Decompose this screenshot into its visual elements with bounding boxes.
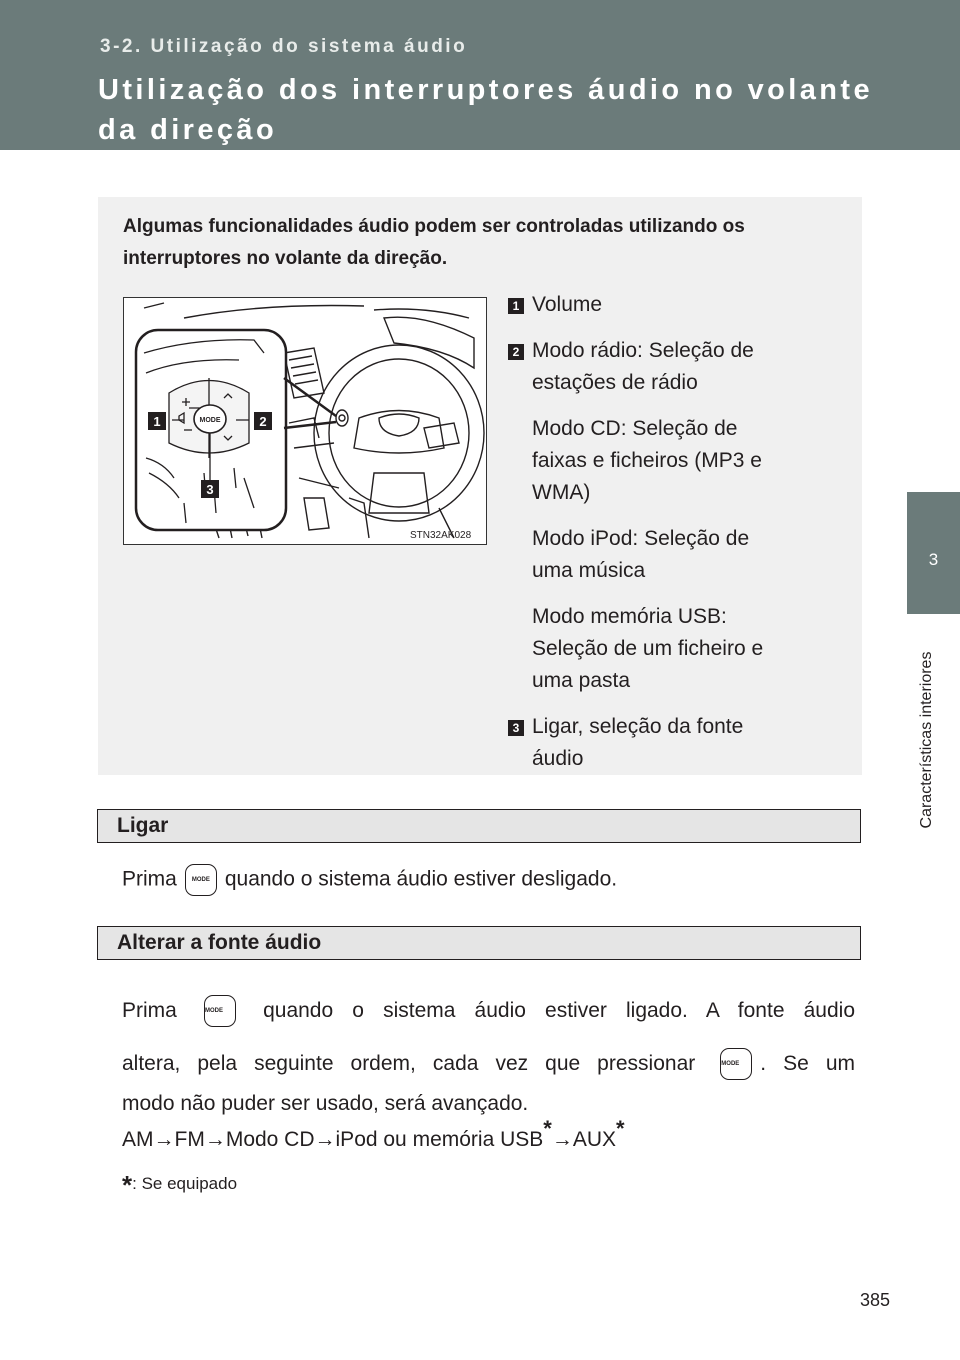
- alterar-line-3: modo não puder ser usado, será avançado.: [122, 1092, 529, 1115]
- legend-paragraph: [532, 289, 838, 321]
- legend-number: 3: [508, 720, 524, 736]
- legend-line: Modo rádio: Seleção de: [532, 339, 754, 362]
- legend-line: Seleção de um ficheiro e: [532, 637, 764, 660]
- legend-line: Volume: [532, 293, 603, 316]
- legend-line: WMA): [532, 481, 591, 504]
- legend-line: faixas e ficheiros (MP3 e: [532, 449, 762, 472]
- callout-1-label: 1: [153, 414, 161, 429]
- legend-line: Ligar, seleção da fonte: [532, 715, 744, 738]
- callout-1: [148, 412, 166, 430]
- mode-button-icon: MODE: [720, 1048, 752, 1080]
- footnote-star: *: [122, 1170, 133, 1200]
- legend-paragraph: [532, 335, 838, 399]
- callout-3: [201, 480, 219, 498]
- legend-paragraph: [532, 523, 838, 587]
- heading-ligar: [97, 809, 861, 843]
- sequence-part-a: AM→FM→Modo CD→iPod ou memória USB: [122, 1128, 544, 1151]
- legend-item: [508, 289, 838, 321]
- callout-2: [254, 412, 272, 430]
- ligar-description: quando o sistema áudio estiver desligado.: [224, 867, 618, 891]
- legend-number: 2: [508, 344, 524, 360]
- legend-line: uma música: [532, 559, 646, 582]
- legend-line: áudio: [532, 747, 584, 770]
- legend-line: uma pasta: [532, 669, 631, 692]
- alterar-line-2-end: . Se um: [760, 1052, 856, 1075]
- callout-2-label: 2: [259, 414, 267, 429]
- legend-list: [508, 289, 838, 789]
- footnote-text: : Se equipado: [132, 1174, 238, 1193]
- alterar-line-1: [122, 986, 855, 1035]
- alterar-line-1-text: quando o sistema áudio estiver ligado. A fonte áudio: [263, 999, 855, 1022]
- steering-wheel-figure: [123, 297, 487, 545]
- intro-box: [98, 197, 862, 775]
- alterar-line-2-text: altera, pela seguinte ordem, cada vez que pressionar: [122, 1052, 696, 1075]
- heading-ligar-text: Ligar: [117, 814, 169, 837]
- legend-line: estações de rádio: [532, 371, 698, 394]
- chapter-number: 3: [928, 550, 939, 569]
- chapter-tab: [907, 492, 960, 614]
- legend-line: Modo CD: Seleção de: [532, 417, 738, 440]
- footnote: [122, 1170, 238, 1205]
- alterar-prima: Prima: [122, 999, 177, 1022]
- legend-item: [508, 335, 838, 697]
- ligar-text: [122, 864, 617, 896]
- heading-alterar-text: Alterar a fonte áudio: [117, 931, 322, 954]
- sequence-footnote-mark: *: [543, 1116, 552, 1141]
- page-title: Utilização dos interruptores áudio no volante da direção: [98, 74, 873, 146]
- mode-button-icon: MODE: [185, 864, 217, 896]
- page-header: [0, 0, 960, 150]
- mode-button-icon: MODE: [204, 995, 236, 1027]
- source-sequence: [122, 1116, 625, 1152]
- legend-paragraph: [532, 711, 838, 775]
- legend-paragraph: [532, 413, 838, 509]
- page-number: 385: [860, 1290, 891, 1310]
- intro-text: Algumas funcionalidades áudio podem ser controladas utilizando os interruptores no volante da direção.: [123, 216, 745, 269]
- legend-line: Modo iPod: Seleção de: [532, 527, 750, 550]
- sequence-footnote-mark-2: *: [616, 1116, 625, 1141]
- section-label: 3-2. Utilização do sistema áudio: [100, 36, 468, 57]
- legend-item: [508, 711, 838, 775]
- alterar-line-2: [122, 1039, 855, 1088]
- sequence-part-b: →AUX: [551, 1128, 617, 1151]
- steering-wheel-illustration: [124, 298, 486, 544]
- chapter-label: Características interiores: [918, 651, 935, 829]
- legend-number: 1: [508, 298, 524, 314]
- legend-line: Modo memória USB:: [532, 605, 727, 628]
- figure-code: STN32AK028: [410, 530, 472, 541]
- callout-3-label: 3: [206, 482, 214, 497]
- heading-alterar: [97, 926, 861, 960]
- legend-paragraph: [532, 601, 838, 697]
- ligar-prima: Prima: [122, 867, 177, 891]
- mode-button-label: MODE: [199, 417, 221, 424]
